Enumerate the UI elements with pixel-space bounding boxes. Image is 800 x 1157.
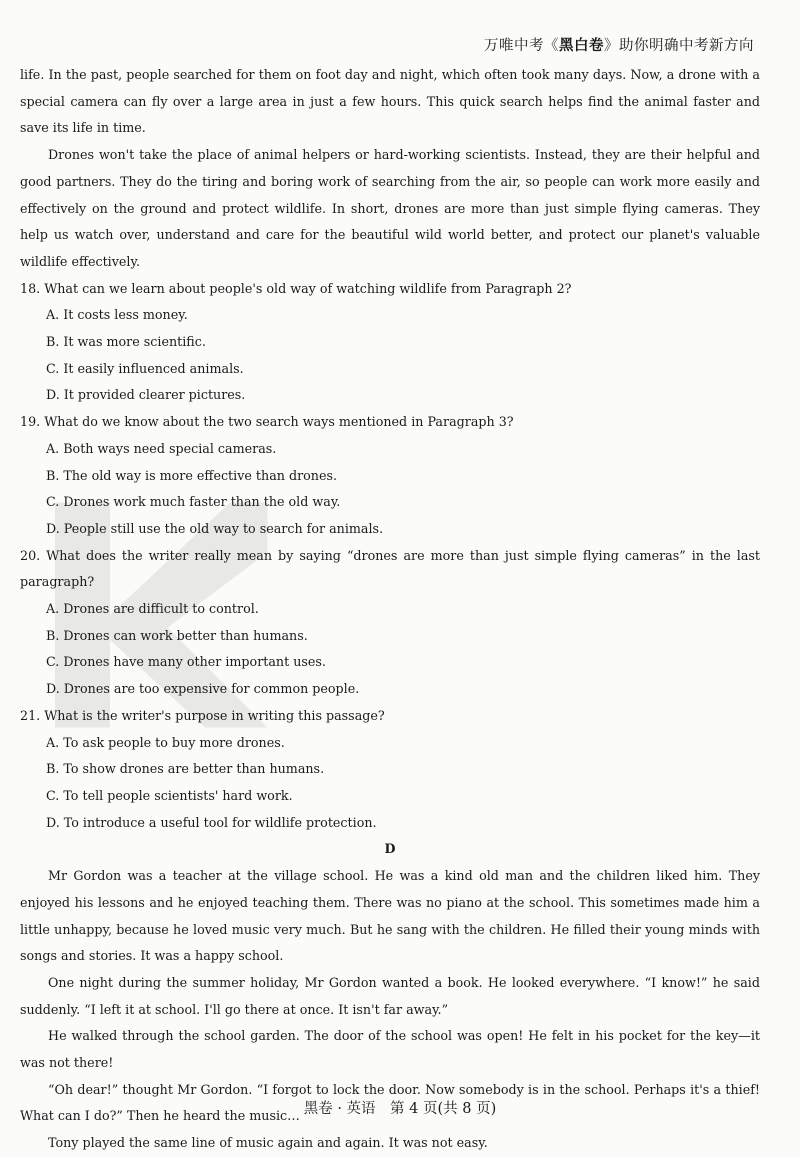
question-option: A. It costs less money. [46,307,188,323]
question-20 [20,543,760,703]
question-option: D. To introduce a useful tool for wildlife protection. [46,814,377,830]
question-stem: 18. What can we learn about people's old way of watching wildlife from Paragraph 2? [20,280,572,296]
question-option: B. Drones can work better than humans. [46,627,308,643]
question-18 [20,276,760,410]
question-option: A. To ask people to buy more drones. [46,734,285,750]
passage-d-paragraph: Tony played the same line of music again and again. It was not easy. [48,1135,488,1151]
question-stem: 20. What does the writer really mean by saying “drones are more than just simple flying cameras” in the last paragraph? [20,547,760,590]
question-option: C. It easily influenced animals. [46,360,244,376]
question-option: C. Drones have many other important uses. [46,654,326,670]
question-option: C. Drones work much faster than the old way. [46,494,341,510]
header-prefix: 万唯中考《 [484,38,559,54]
header-brand: 黑白卷 [559,37,604,54]
section-label: D [384,841,396,857]
page-content [20,62,760,1157]
question-option: B. It was more scientific. [46,334,206,350]
question-option: D. Drones are too expensive for common people. [46,681,360,697]
question-option: A. Both ways need special cameras. [46,440,277,456]
question-option: A. Drones are difficult to control. [46,601,259,617]
passage-d-paragraph: One night during the summer holiday, Mr Gordon wanted a book. He looked everywhere. “I know!” he said suddenly. “I left it at school. I'll go there at once. It isn't far away.” [20,974,760,1017]
page-header [484,34,754,55]
header-suffix: 》助你明确中考新方向 [604,38,754,54]
question-option: D. It provided clearer pictures. [46,387,246,403]
page-footer: 黑卷 · 英语 第 4 页(共 8 页) [303,1101,497,1117]
passage-d-paragraph: He walked through the school garden. The door of the school was open! He felt in his pocket for the key—it was not there! [20,1028,760,1071]
passage-d-paragraph: “Oh dear!” thought Mr Gordon. “I forgot to lock the door. Now somebody is in the school. Perhaps it's a thief! What can I do?” Then he heard the music… [20,1081,760,1124]
question-stem: 19. What do we know about the two search ways mentioned in Paragraph 3? [20,414,514,430]
question-21 [20,703,760,837]
question-stem: 21. What is the writer's purpose in writing this passage? [20,707,385,723]
passage-c-paragraph: Drones won't take the place of animal helpers or hard-working scientists. Instead, they are their helpful and good partners. They do the tiring and boring work of searching from the air, so people can work more easily and effectively on the ground and protect wildlife. In short, drones are more than just simple flying cameras. They help us watch over, understand and care for the beautiful wild world better, and protect our planet's valuable wildlife effectively. [20,147,760,269]
question-option: D. People still use the old way to search for animals. [46,520,384,536]
question-option: B. To show drones are better than humans. [46,761,325,777]
question-option: B. The old way is more effective than drones. [46,467,338,483]
passage-c-paragraph: life. In the past, people searched for them on foot day and night, which often took many days. Now, a drone with a special camera can fly over a large area in just a few hours. This quick search helps find the animal faster and save its life in time. [20,67,760,136]
passage-d-paragraph: Mr Gordon was a teacher at the village school. He was a kind old man and the children liked him. They enjoyed his lessons and he enjoyed teaching them. There was no piano at the school. This sometimes made him a little unhappy, because he loved music very much. But he sang with the children. He filled their young minds with songs and stories. It was a happy school. [20,868,760,964]
question-19 [20,409,760,543]
question-option: C. To tell people scientists' hard work. [46,787,293,803]
